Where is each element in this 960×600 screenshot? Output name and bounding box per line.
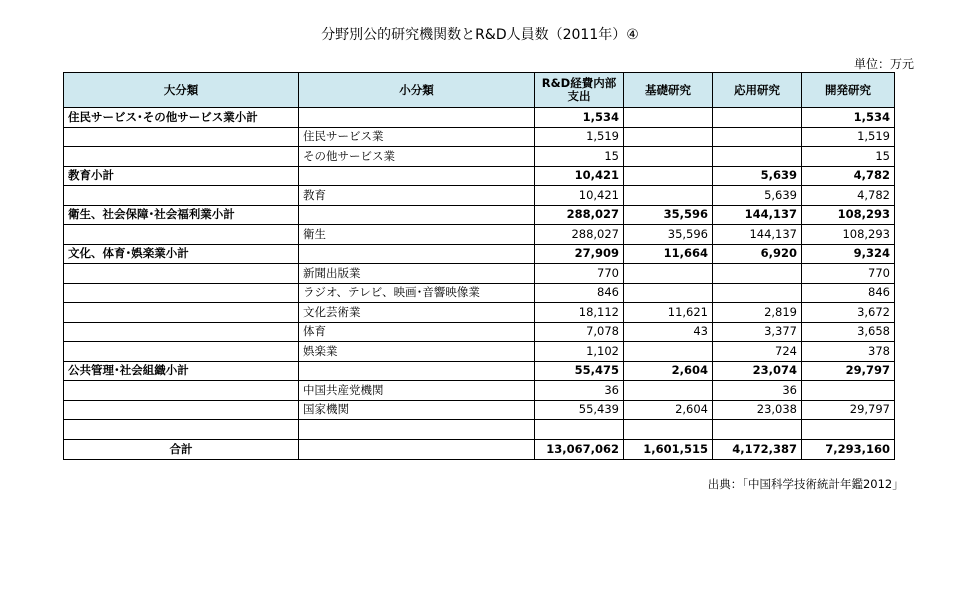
cell-applied-research: 5,639 (713, 186, 802, 206)
cell-development-research: 1,519 (802, 127, 895, 147)
cell-basic-research (624, 166, 713, 186)
cell-applied-research (713, 147, 802, 167)
cell-development-research: 1,534 (802, 108, 895, 128)
cell-basic-research (624, 342, 713, 362)
subtotal-row (64, 166, 895, 186)
cell-subcategory: 文化芸術業 (299, 303, 535, 323)
unit-label: 単位：万元 (853, 57, 914, 71)
table-row (64, 400, 895, 420)
cell-rd-expenditure: 10,421 (535, 166, 624, 186)
table-row (64, 127, 895, 147)
cell-subcategory: 衛生 (299, 225, 535, 245)
cell-basic-research (624, 283, 713, 303)
cell-category (64, 342, 299, 362)
cell-basic-research: 11,621 (624, 303, 713, 323)
cell-applied-research (713, 127, 802, 147)
cell-category: 文化、体育･娯楽業小計 (64, 244, 299, 264)
table-row (64, 225, 895, 245)
cell-subcategory (299, 244, 535, 264)
table-header-row (64, 73, 895, 108)
cell-applied-research: 23,038 (713, 400, 802, 420)
cell-applied-research: 144,137 (713, 225, 802, 245)
table-row (64, 147, 895, 167)
cell-subcategory: ラジオ、テレビ、映画･音響映像業 (299, 283, 535, 303)
subtotal-row (64, 244, 895, 264)
cell-applied-research: 144,137 (713, 205, 802, 225)
cell-category (64, 400, 299, 420)
cell-development-research: 4,782 (802, 186, 895, 206)
cell-rd-expenditure: 10,421 (535, 186, 624, 206)
cell-subcategory (299, 108, 535, 128)
cell-rd-expenditure: 846 (535, 283, 624, 303)
cell-category: 衛生、社会保障･社会福利業小計 (64, 205, 299, 225)
cell-basic-research (624, 186, 713, 206)
cell-rd-expenditure: 288,027 (535, 225, 624, 245)
subtotal-row (64, 361, 895, 381)
cell-basic-research: 2,604 (624, 361, 713, 381)
cell-category (64, 322, 299, 342)
table-body (64, 108, 895, 460)
cell-development-research: 4,782 (802, 166, 895, 186)
cell-category: 公共管理･社会組織小計 (64, 361, 299, 381)
total-row (64, 439, 895, 459)
cell-category (64, 225, 299, 245)
cell-basic-research (624, 147, 713, 167)
cell-category: 合計 (64, 439, 299, 459)
cell-applied-research (713, 108, 802, 128)
cell-rd-expenditure: 55,439 (535, 400, 624, 420)
cell-applied-research: 2,819 (713, 303, 802, 323)
cell-rd-expenditure: 288,027 (535, 205, 624, 225)
cell-category (64, 303, 299, 323)
cell-applied-research (713, 264, 802, 284)
cell-category (64, 381, 299, 401)
cell-development-research (802, 381, 895, 401)
cell-applied-research: 23,074 (713, 361, 802, 381)
cell-development-research (802, 420, 895, 440)
cell-applied-research: 724 (713, 342, 802, 362)
cell-category (64, 147, 299, 167)
cell-basic-research: 11,664 (624, 244, 713, 264)
cell-basic-research (624, 420, 713, 440)
table-row (64, 322, 895, 342)
header-category: 大分類 (64, 73, 299, 108)
cell-rd-expenditure: 18,112 (535, 303, 624, 323)
cell-development-research: 108,293 (802, 225, 895, 245)
header-subcategory: 小分類 (299, 73, 535, 108)
cell-development-research: 29,797 (802, 361, 895, 381)
cell-applied-research: 6,920 (713, 244, 802, 264)
cell-development-research: 3,672 (802, 303, 895, 323)
cell-category (64, 420, 299, 440)
cell-category: 住民サービス･その他サービス業小計 (64, 108, 299, 128)
cell-rd-expenditure: 770 (535, 264, 624, 284)
cell-applied-research: 36 (713, 381, 802, 401)
cell-development-research: 108,293 (802, 205, 895, 225)
table-row (64, 264, 895, 284)
cell-development-research: 846 (802, 283, 895, 303)
cell-subcategory: 住民サービス業 (299, 127, 535, 147)
cell-subcategory: 国家機関 (299, 400, 535, 420)
header-applied-research: 応用研究 (713, 73, 802, 108)
cell-subcategory (299, 361, 535, 381)
cell-rd-expenditure: 36 (535, 381, 624, 401)
cell-subcategory (299, 166, 535, 186)
data-table (63, 72, 895, 460)
table-row (64, 303, 895, 323)
subtotal-row (64, 108, 895, 128)
cell-development-research: 9,324 (802, 244, 895, 264)
cell-development-research: 770 (802, 264, 895, 284)
cell-rd-expenditure: 7,078 (535, 322, 624, 342)
table-row (64, 381, 895, 401)
cell-subcategory: 新聞出版業 (299, 264, 535, 284)
cell-basic-research: 35,596 (624, 225, 713, 245)
cell-applied-research: 4,172,387 (713, 439, 802, 459)
header-basic-research: 基礎研究 (624, 73, 713, 108)
header-development-research: 開発研究 (802, 73, 895, 108)
cell-applied-research (713, 420, 802, 440)
cell-category: 教育小計 (64, 166, 299, 186)
page-title: 分野別公的研究機関数とR&D人員数（2011年）④ (321, 27, 639, 43)
cell-basic-research (624, 127, 713, 147)
cell-rd-expenditure (535, 420, 624, 440)
table-row (64, 342, 895, 362)
cell-subcategory: 中国共産党機関 (299, 381, 535, 401)
cell-applied-research (713, 283, 802, 303)
table-row (64, 420, 895, 440)
subtotal-row (64, 205, 895, 225)
cell-applied-research: 5,639 (713, 166, 802, 186)
cell-subcategory: その他サービス業 (299, 147, 535, 167)
cell-basic-research (624, 108, 713, 128)
cell-basic-research (624, 381, 713, 401)
cell-rd-expenditure: 13,067,062 (535, 439, 624, 459)
cell-subcategory: 教育 (299, 186, 535, 206)
table-row (64, 186, 895, 206)
cell-basic-research: 35,596 (624, 205, 713, 225)
cell-rd-expenditure: 15 (535, 147, 624, 167)
cell-category (64, 264, 299, 284)
cell-basic-research (624, 264, 713, 284)
cell-development-research: 7,293,160 (802, 439, 895, 459)
cell-category (64, 283, 299, 303)
cell-subcategory (299, 205, 535, 225)
source-note: 出典：｢中国科学技術統計年鑑2012｣ (707, 477, 898, 491)
cell-development-research: 15 (802, 147, 895, 167)
cell-rd-expenditure: 55,475 (535, 361, 624, 381)
cell-category (64, 186, 299, 206)
cell-basic-research: 2,604 (624, 400, 713, 420)
cell-rd-expenditure: 1,519 (535, 127, 624, 147)
cell-development-research: 29,797 (802, 400, 895, 420)
cell-applied-research: 3,377 (713, 322, 802, 342)
cell-rd-expenditure: 1,534 (535, 108, 624, 128)
cell-development-research: 378 (802, 342, 895, 362)
table-row (64, 283, 895, 303)
cell-subcategory: 娯楽業 (299, 342, 535, 362)
cell-basic-research: 1,601,515 (624, 439, 713, 459)
header-rd-expenditure: R&D経費内部支出 (535, 73, 624, 108)
cell-category (64, 127, 299, 147)
cell-basic-research: 43 (624, 322, 713, 342)
cell-subcategory (299, 439, 535, 459)
cell-rd-expenditure: 27,909 (535, 244, 624, 264)
cell-subcategory: 体育 (299, 322, 535, 342)
cell-development-research: 3,658 (802, 322, 895, 342)
cell-subcategory (299, 420, 535, 440)
cell-rd-expenditure: 1,102 (535, 342, 624, 362)
